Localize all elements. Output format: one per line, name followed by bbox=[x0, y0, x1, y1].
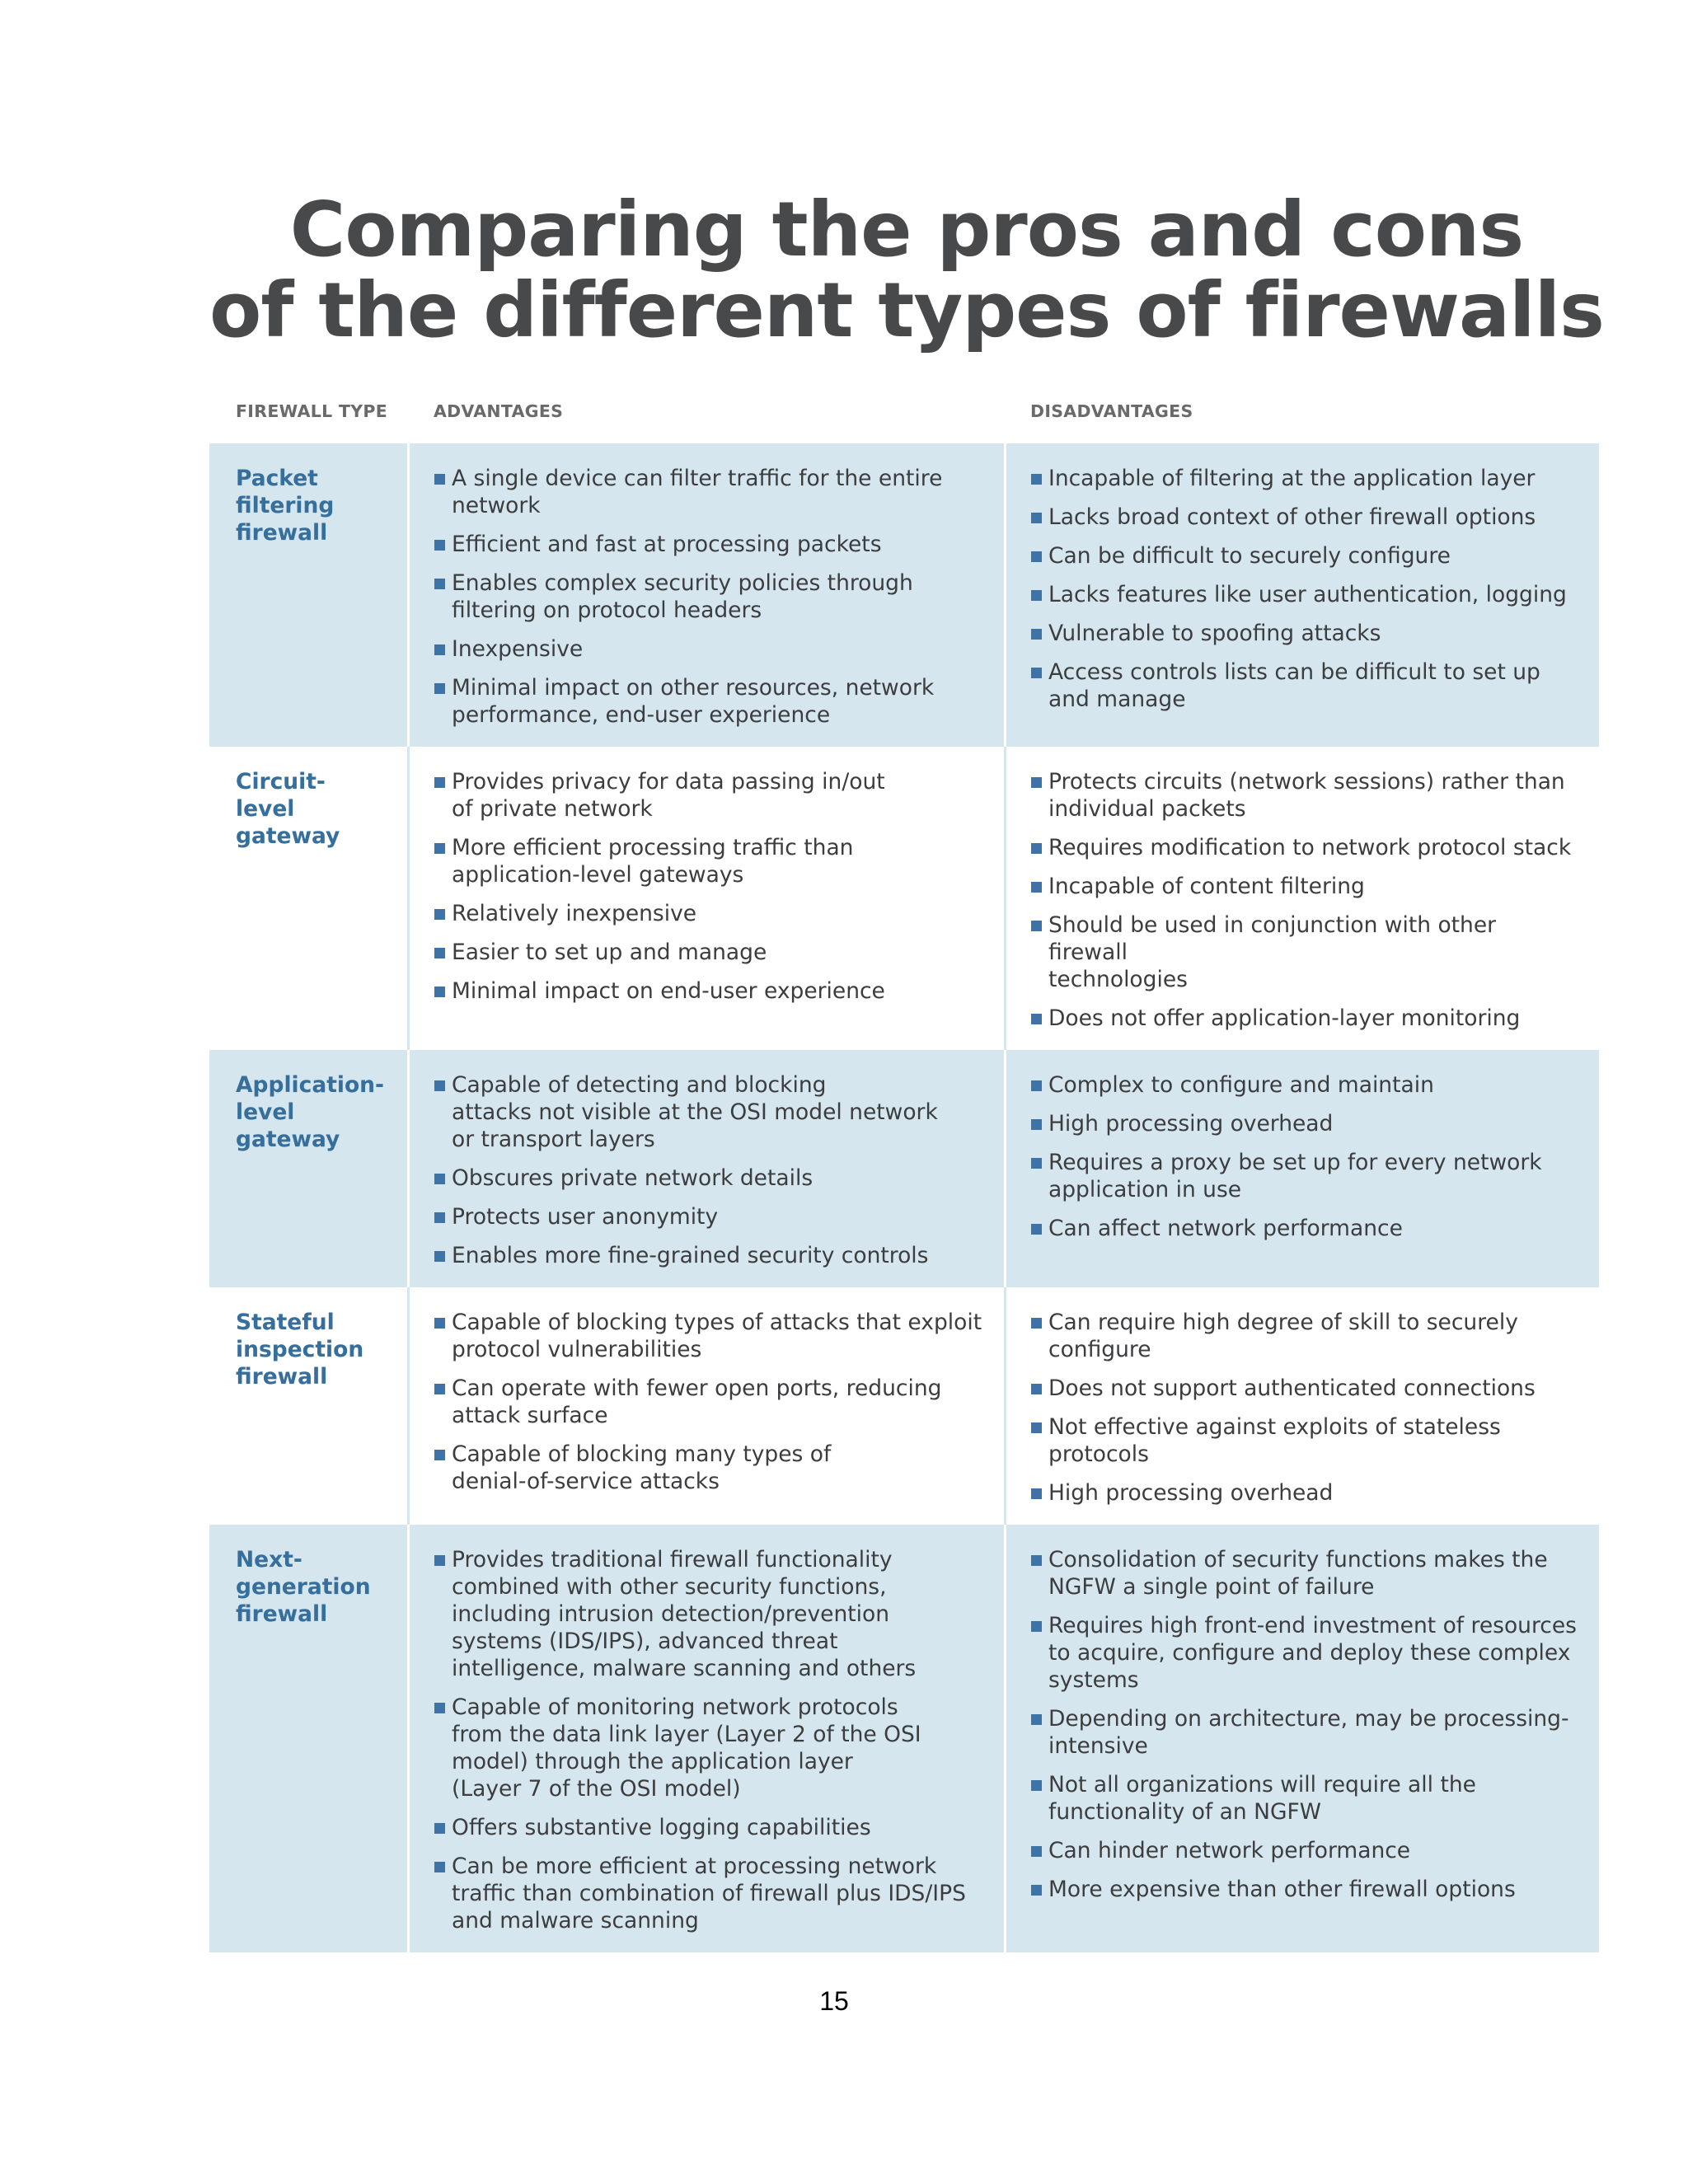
square-bullet-icon bbox=[1031, 1014, 1042, 1024]
disadvantage-text: Depending on architecture, may be processing- intensive bbox=[1048, 1706, 1569, 1759]
disadvantage-item bbox=[1031, 1479, 1578, 1507]
disadvantage-text: Not effective against exploits of stateless protocols bbox=[1048, 1414, 1501, 1467]
disadvantage-item bbox=[1031, 1413, 1578, 1468]
square-bullet-icon bbox=[434, 1862, 445, 1872]
square-bullet-icon bbox=[1031, 590, 1042, 601]
square-bullet-icon bbox=[434, 1318, 445, 1329]
disadvantage-text: High processing overhead bbox=[1048, 1111, 1334, 1137]
square-bullet-icon bbox=[1031, 513, 1042, 523]
disadvantage-text: Incapable of filtering at the application layer bbox=[1048, 466, 1536, 491]
square-bullet-icon bbox=[434, 683, 445, 694]
advantage-item bbox=[434, 569, 987, 624]
disadvantage-item bbox=[1031, 768, 1578, 823]
square-bullet-icon bbox=[434, 579, 445, 589]
advantage-item bbox=[434, 531, 987, 558]
advantage-text: Capable of blocking many types of denial-of-service attacks bbox=[452, 1441, 832, 1494]
disadvantages-list bbox=[1031, 1309, 1578, 1507]
disadvantage-text: Does not offer application-layer monitoring bbox=[1048, 1005, 1521, 1031]
square-bullet-icon bbox=[1031, 1422, 1042, 1433]
advantage-item bbox=[434, 1375, 987, 1429]
disadvantage-text: Does not support authenticated connections bbox=[1048, 1376, 1536, 1401]
square-bullet-icon bbox=[1031, 921, 1042, 931]
disadvantage-text: Access controls lists can be difficult to set up and manage bbox=[1048, 659, 1540, 712]
disadvantage-item bbox=[1031, 1309, 1578, 1363]
square-bullet-icon bbox=[434, 1703, 445, 1713]
advantages-cell bbox=[407, 747, 1004, 1050]
square-bullet-icon bbox=[434, 1450, 445, 1460]
advantage-text: Easier to set up and manage bbox=[452, 940, 767, 965]
comparison-table bbox=[209, 443, 1599, 1952]
advantage-text: Minimal impact on other resources, network performance, end-user experience bbox=[452, 675, 935, 728]
disadvantage-text: Vulnerable to spoofing attacks bbox=[1048, 621, 1381, 646]
advantage-text: Provides privacy for data passing in/out of private network bbox=[452, 769, 885, 822]
square-bullet-icon bbox=[1031, 1488, 1042, 1499]
square-bullet-icon bbox=[1031, 1384, 1042, 1394]
advantages-list bbox=[434, 1071, 987, 1269]
advantage-item bbox=[434, 674, 987, 729]
table-row bbox=[209, 747, 1599, 1050]
advantage-text: Efficient and fast at processing packets bbox=[452, 532, 882, 557]
advantages-list bbox=[434, 1546, 987, 1934]
disadvantage-item bbox=[1031, 1771, 1578, 1825]
advantages-list bbox=[434, 768, 987, 1005]
disadvantage-text: Not all organizations will require all the functionality of an NGFW bbox=[1048, 1772, 1476, 1825]
disadvantage-text: Should be used in conjunction with other firewall technologies bbox=[1048, 912, 1497, 992]
advantage-item bbox=[434, 465, 987, 519]
disadvantage-text: Can require high degree of skill to securely configure bbox=[1048, 1310, 1518, 1362]
disadvantage-item bbox=[1031, 1876, 1578, 1903]
disadvantage-text: Consolidation of security functions makes the NGFW a single point of failure bbox=[1048, 1547, 1548, 1600]
square-bullet-icon bbox=[434, 843, 445, 854]
disadvantage-text: Protects circuits (network sessions) rather than individual packets bbox=[1048, 769, 1565, 822]
disadvantage-item bbox=[1031, 1071, 1578, 1099]
disadvantages-list bbox=[1031, 768, 1578, 1032]
advantage-item bbox=[434, 939, 987, 966]
disadvantage-item bbox=[1031, 1612, 1578, 1694]
table-row bbox=[209, 1287, 1599, 1525]
disadvantage-text: Requires a proxy be set up for every network application in use bbox=[1048, 1150, 1542, 1202]
table-row bbox=[209, 1050, 1599, 1287]
square-bullet-icon bbox=[434, 909, 445, 920]
disadvantage-item bbox=[1031, 912, 1578, 993]
firewall-type-name: Packet filtering firewall bbox=[236, 466, 335, 546]
advantage-text: Minimal impact on end-user experience bbox=[452, 978, 885, 1004]
advantage-text: Provides traditional firewall functionality combined with other security functions, including intrusion detection/prevention systems (IDS/IPS), advanced threat intelligence, malware scanning and others bbox=[452, 1547, 917, 1681]
column-header-advantages: ADVANTAGES bbox=[434, 401, 564, 421]
square-bullet-icon bbox=[434, 644, 445, 655]
advantage-item bbox=[434, 1441, 987, 1495]
square-bullet-icon bbox=[1031, 1621, 1042, 1632]
advantage-item bbox=[434, 834, 987, 888]
disadvantage-text: Can hinder network performance bbox=[1048, 1838, 1411, 1863]
square-bullet-icon bbox=[1031, 1714, 1042, 1725]
square-bullet-icon bbox=[1031, 668, 1042, 678]
disadvantage-item bbox=[1031, 1546, 1578, 1601]
advantage-item bbox=[434, 1814, 987, 1841]
firewall-type-cell bbox=[209, 1525, 407, 1952]
advantage-text: Offers substantive logging capabilities bbox=[452, 1815, 871, 1840]
firewall-type-name: Application- level gateway bbox=[236, 1072, 385, 1152]
advantage-item bbox=[434, 1309, 987, 1363]
disadvantages-list bbox=[1031, 1071, 1578, 1242]
disadvantage-text: Lacks features like user authentication, logging bbox=[1048, 582, 1567, 607]
disadvantage-item bbox=[1031, 620, 1578, 647]
disadvantage-item bbox=[1031, 834, 1578, 861]
disadvantage-item bbox=[1031, 1149, 1578, 1203]
square-bullet-icon bbox=[1031, 843, 1042, 854]
advantage-item bbox=[434, 977, 987, 1005]
square-bullet-icon bbox=[434, 1080, 445, 1091]
title-line-1: Comparing the pros and cons bbox=[289, 185, 1524, 274]
disadvantage-text: Requires high front-end investment of resources to acquire, configure and deploy these complex systems bbox=[1048, 1613, 1577, 1693]
title-line-2: of the different types of firewalls bbox=[209, 266, 1604, 354]
square-bullet-icon bbox=[1031, 1080, 1042, 1091]
disadvantage-item bbox=[1031, 1110, 1578, 1137]
disadvantages-cell bbox=[1004, 443, 1599, 747]
firewall-type-cell bbox=[209, 443, 407, 747]
advantage-text: Can operate with fewer open ports, reducing attack surface bbox=[452, 1376, 942, 1428]
disadvantage-item bbox=[1031, 581, 1578, 608]
square-bullet-icon bbox=[434, 948, 445, 958]
disadvantage-text: Incapable of content filtering bbox=[1048, 874, 1365, 899]
page-title bbox=[0, 185, 1688, 354]
square-bullet-icon bbox=[434, 987, 445, 997]
square-bullet-icon bbox=[1031, 1158, 1042, 1169]
disadvantage-item bbox=[1031, 1005, 1578, 1032]
disadvantage-text: Can affect network performance bbox=[1048, 1216, 1403, 1241]
advantage-item bbox=[434, 1071, 987, 1153]
square-bullet-icon bbox=[1031, 777, 1042, 788]
disadvantages-list bbox=[1031, 465, 1578, 713]
advantage-text: Capable of detecting and blocking attacks not visible at the OSI model network or transport layers bbox=[452, 1072, 938, 1152]
firewall-type-name: Circuit- level gateway bbox=[236, 769, 340, 849]
square-bullet-icon bbox=[434, 1251, 445, 1262]
column-header-firewall-type: FIREWALL TYPE bbox=[236, 401, 387, 421]
square-bullet-icon bbox=[1031, 882, 1042, 893]
advantages-list bbox=[434, 465, 987, 729]
firewall-type-cell bbox=[209, 1050, 407, 1287]
disadvantage-text: Lacks broad context of other firewall options bbox=[1048, 504, 1536, 530]
advantage-text: Enables complex security policies through filtering on protocol headers bbox=[452, 570, 913, 623]
advantage-item bbox=[434, 1546, 987, 1682]
disadvantage-text: Complex to configure and maintain bbox=[1048, 1072, 1434, 1098]
square-bullet-icon bbox=[434, 1823, 445, 1834]
column-header-disadvantages: DISADVANTAGES bbox=[1030, 401, 1193, 421]
advantage-item bbox=[434, 1203, 987, 1230]
advantages-cell bbox=[407, 443, 1004, 747]
disadvantage-item bbox=[1031, 1375, 1578, 1402]
advantage-text: Enables more fine-grained security controls bbox=[452, 1243, 929, 1268]
table-row bbox=[209, 1525, 1599, 1952]
disadvantage-text: More expensive than other firewall options bbox=[1048, 1877, 1516, 1902]
advantage-item bbox=[434, 768, 987, 823]
disadvantage-item bbox=[1031, 465, 1578, 492]
square-bullet-icon bbox=[434, 1174, 445, 1184]
advantage-text: Inexpensive bbox=[452, 636, 584, 662]
disadvantages-cell bbox=[1004, 1287, 1599, 1525]
square-bullet-icon bbox=[1031, 1555, 1042, 1566]
advantage-text: Capable of blocking types of attacks that exploit protocol vulnerabilities bbox=[452, 1310, 982, 1362]
disadvantage-item bbox=[1031, 873, 1578, 900]
advantage-text: Can be more efficient at processing network traffic than combination of firewall plus IDS/IPS and malware scanning bbox=[452, 1854, 966, 1933]
square-bullet-icon bbox=[1031, 629, 1042, 640]
square-bullet-icon bbox=[1031, 1780, 1042, 1791]
advantages-cell bbox=[407, 1050, 1004, 1287]
advantage-text: Relatively inexpensive bbox=[452, 901, 697, 926]
square-bullet-icon bbox=[434, 1384, 445, 1394]
firewall-type-cell bbox=[209, 1287, 407, 1525]
square-bullet-icon bbox=[434, 1212, 445, 1223]
advantage-text: More efficient processing traffic than application-level gateways bbox=[452, 835, 854, 888]
square-bullet-icon bbox=[1031, 1224, 1042, 1235]
disadvantages-list bbox=[1031, 1546, 1578, 1903]
advantages-cell bbox=[407, 1287, 1004, 1525]
disadvantage-item bbox=[1031, 542, 1578, 569]
advantage-item bbox=[434, 1242, 987, 1269]
square-bullet-icon bbox=[434, 777, 445, 788]
square-bullet-icon bbox=[1031, 551, 1042, 562]
table-row bbox=[209, 443, 1599, 747]
disadvantage-item bbox=[1031, 504, 1578, 531]
firewall-type-name: Stateful inspection firewall bbox=[236, 1310, 364, 1390]
square-bullet-icon bbox=[1031, 1846, 1042, 1857]
disadvantage-text: Requires modification to network protocol stack bbox=[1048, 835, 1572, 860]
square-bullet-icon bbox=[1031, 474, 1042, 485]
advantage-text: A single device can filter traffic for the entire network bbox=[452, 466, 943, 518]
advantage-item bbox=[434, 1694, 987, 1802]
square-bullet-icon bbox=[434, 540, 445, 551]
disadvantages-cell bbox=[1004, 747, 1599, 1050]
disadvantage-text: High processing overhead bbox=[1048, 1480, 1334, 1506]
advantage-item bbox=[434, 1853, 987, 1934]
advantages-list bbox=[434, 1309, 987, 1495]
advantage-item bbox=[434, 1165, 987, 1192]
advantage-text: Obscures private network details bbox=[452, 1165, 814, 1191]
advantage-item bbox=[434, 635, 987, 663]
square-bullet-icon bbox=[434, 474, 445, 485]
disadvantage-text: Can be difficult to securely configure bbox=[1048, 543, 1451, 569]
square-bullet-icon bbox=[434, 1555, 445, 1566]
advantage-text: Capable of monitoring network protocols from the data link layer (Layer 2 of the OSI model) through the application layer (Layer 7 of the OSI model) bbox=[452, 1694, 921, 1802]
firewall-type-name: Next- generation firewall bbox=[236, 1547, 371, 1627]
square-bullet-icon bbox=[1031, 1119, 1042, 1130]
disadvantage-item bbox=[1031, 658, 1578, 713]
disadvantages-cell bbox=[1004, 1525, 1599, 1952]
disadvantages-cell bbox=[1004, 1050, 1599, 1287]
square-bullet-icon bbox=[1031, 1318, 1042, 1329]
advantage-text: Protects user anonymity bbox=[452, 1204, 719, 1230]
disadvantage-item bbox=[1031, 1837, 1578, 1864]
page-number: 15 bbox=[819, 1986, 849, 2016]
square-bullet-icon bbox=[1031, 1885, 1042, 1896]
disadvantage-item bbox=[1031, 1705, 1578, 1760]
disadvantage-item bbox=[1031, 1215, 1578, 1242]
advantages-cell bbox=[407, 1525, 1004, 1952]
firewall-type-cell bbox=[209, 747, 407, 1050]
advantage-item bbox=[434, 900, 987, 927]
